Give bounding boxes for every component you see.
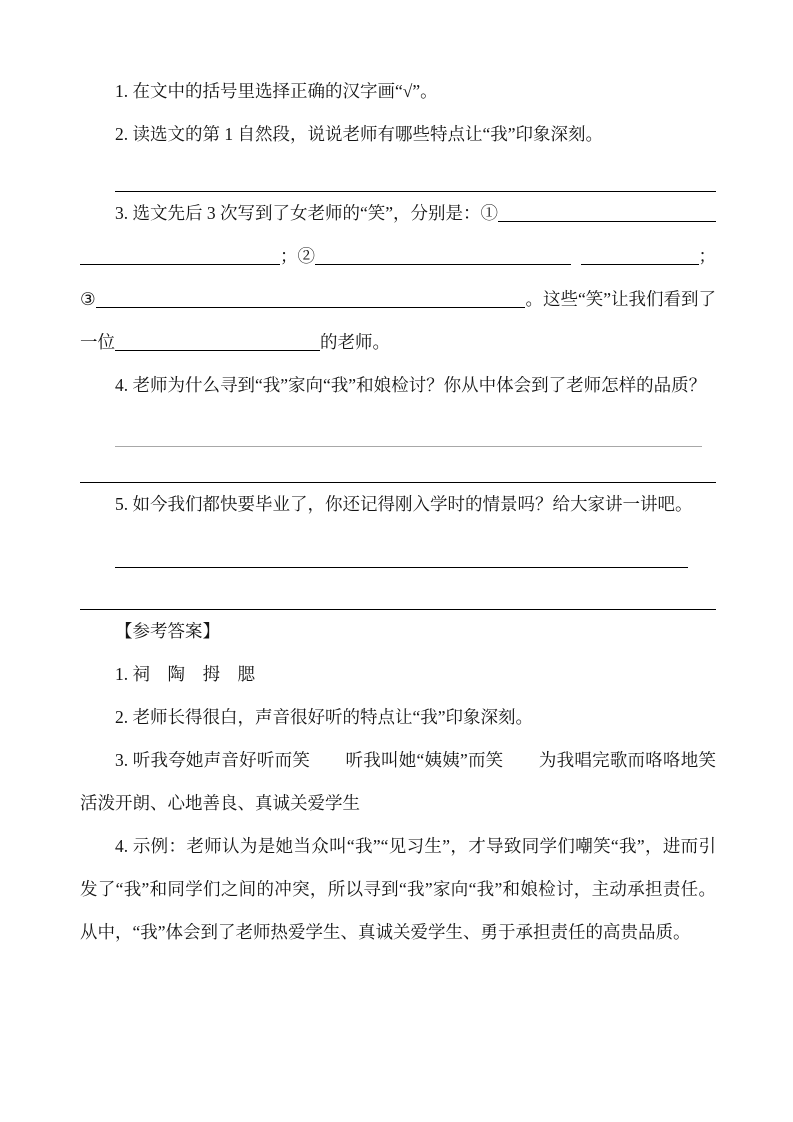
answer-2: 2. 老师长得很白，声音很好听的特点让“我”印象深刻。 (115, 707, 534, 727)
answer-rule-q2 (115, 156, 716, 192)
answer-blank (581, 264, 699, 265)
answer-blank (80, 264, 280, 265)
question-1: 1. 在文中的括号里选择正确的汉字画“√”。 (115, 81, 438, 101)
answer-blank (315, 264, 571, 265)
answer-4: 4. 示例：老师认为是她当众叫“我”“见习生”，才导致同学们嘲笑“我”，进而引发了“我”和同学们之间的冲突，所以寻到“我”家向“我”和娘检讨，主动承担责任。从中，“我”体会到了老师热爱学生、真诚关爱学生、勇于承担责任的高贵品质。 (80, 836, 716, 942)
question-3-tail1: 。这些“笑”让我们看到了 (525, 289, 716, 309)
question-3-line-1 (80, 192, 716, 235)
answer-blank (115, 350, 320, 351)
question-3-line-3 (80, 278, 716, 321)
answer-rule-q4 (80, 447, 716, 483)
answer-3: 3. 听我夸她声音好听而笑 听我叫她“姨姨”而笑 为我唱完歌而咯咯地笑 活泼开朗、心地善良、真诚关爱学生 (80, 750, 751, 813)
answer-1: 1. 祠 陶 拇 腮 (115, 664, 255, 684)
question-3-tail2-prefix: 一位 (80, 332, 115, 352)
document-content (80, 70, 751, 954)
question-3-line-4 (80, 321, 716, 364)
answer-rule-q4-light (115, 407, 702, 447)
answer-blank (498, 221, 716, 222)
question-3-sep1: ；② (280, 246, 315, 266)
answer-rule-q5-b (80, 568, 716, 610)
question-3-line-2 (80, 235, 716, 278)
question-3-circle3: ③ (80, 289, 96, 309)
answers-header: 【参考答案】 (115, 621, 220, 641)
question-3-sep2: ； (698, 246, 716, 266)
question-2: 2. 读选文的第 1 自然段，说说老师有哪些特点让“我”印象深刻。 (115, 124, 604, 144)
question-4: 4. 老师为什么寻到“我”家向“我”和娘检讨？你从中体会到了老师怎样的品质？ (115, 375, 707, 395)
answer-blank (96, 307, 526, 308)
question-3-tail2-suffix: 的老师。 (320, 332, 390, 352)
answer-rule-q5-a (115, 526, 688, 568)
question-5: 5. 如今我们都快要毕业了，你还记得刚入学时的情景吗？给大家讲一讲吧。 (115, 494, 693, 514)
question-3-lead: 3. 选文先后 3 次写到了女老师的“笑”，分别是：① (115, 203, 499, 223)
